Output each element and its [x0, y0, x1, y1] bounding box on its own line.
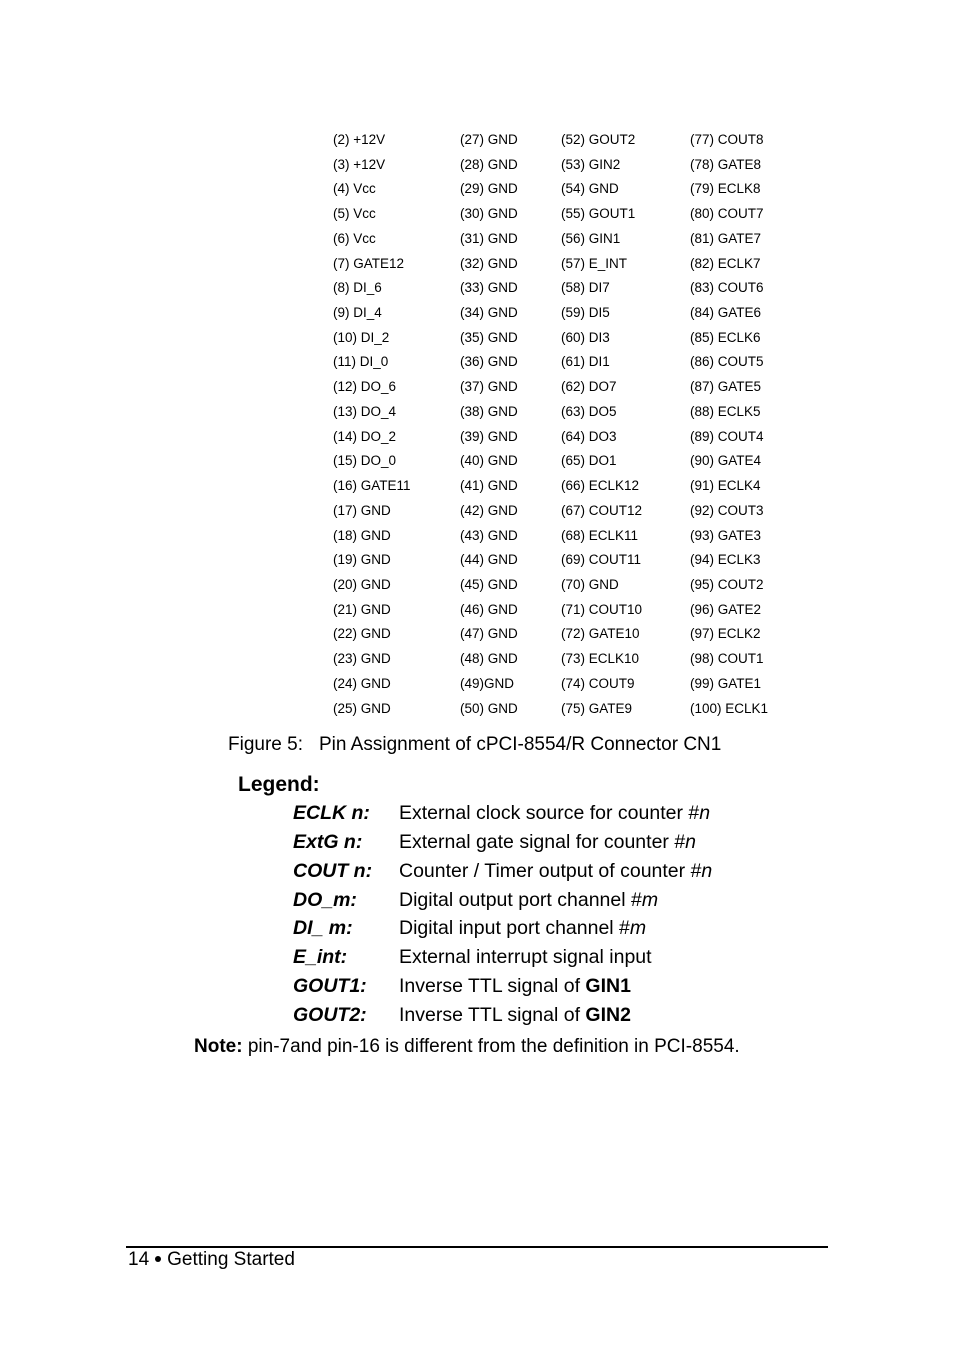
pin-cell: (48) GND [460, 651, 518, 667]
legend-term: GOUT1: [293, 975, 367, 998]
pin-cell: (17) GND [333, 502, 391, 518]
pin-cell: (49)GND [460, 675, 515, 691]
legend-definition [399, 943, 652, 971]
page-footer [128, 1247, 295, 1273]
pin-cell: (84) GATE6 [690, 305, 762, 321]
pin-cell: (99) GATE1 [690, 675, 762, 691]
pin-cell: (44) GND [460, 552, 518, 568]
legend-definition [399, 828, 696, 856]
legend-definition [399, 799, 710, 827]
pin-cell: (82) ECLK7 [690, 255, 761, 271]
legend-definition-text: Inverse TTL signal of [399, 1003, 586, 1026]
pin-cell: (3) +12V [333, 156, 386, 172]
pin-cell: (7) GATE12 [333, 255, 405, 271]
pin-cell: (86) COUT5 [690, 354, 764, 370]
pin-cell: (58) DI7 [561, 280, 610, 296]
pin-cell: (70) GND [561, 576, 619, 592]
legend-term: DO_m: [293, 888, 357, 911]
pin-cell: (31) GND [460, 230, 518, 246]
note-label: Note: [194, 1036, 243, 1057]
legend-term: COUT n: [293, 859, 373, 882]
pin-cell: (65) DO1 [561, 453, 617, 469]
pin-cell: (62) DO7 [561, 379, 617, 395]
legend-definition-text: External clock source for counter # [399, 802, 700, 824]
pin-cell: (13) DO_4 [333, 403, 397, 419]
pin-cell: (52) GOUT2 [561, 132, 636, 147]
legend-term: ExtG n: [293, 830, 363, 853]
pin-cell: (47) GND [460, 626, 518, 642]
pin-cell: (2) +12V [333, 132, 386, 147]
pin-cell: (67) COUT12 [561, 502, 643, 518]
page-number: 14 [128, 1249, 150, 1270]
pin-cell: (4) Vcc [333, 181, 376, 197]
legend-variable: n [701, 859, 713, 882]
pin-cell: (90) GATE4 [690, 453, 762, 469]
pin-cell: (68) ECLK11 [561, 527, 639, 543]
legend-definition-text: External gate signal for counter # [399, 830, 686, 853]
pin-cell: (66) ECLK12 [561, 478, 640, 494]
pin-cell: (94) ECLK3 [690, 552, 761, 568]
legend-definition [399, 1001, 631, 1029]
bullet-icon [155, 1256, 161, 1262]
pin-cell: (59) DI5 [561, 305, 610, 321]
pin-cell: (87) GATE5 [690, 379, 762, 395]
pin-cell: (6) Vcc [333, 230, 376, 246]
pin-cell: (97) ECLK2 [690, 626, 761, 642]
pin-cell: (71) COUT10 [561, 601, 643, 617]
pin-cell: (20) GND [333, 576, 391, 592]
pin-cell: (36) GND [460, 354, 518, 370]
pin-cell: (75) GATE9 [561, 700, 633, 716]
pin-cell: (24) GND [333, 675, 391, 691]
pin-cell: (32) GND [460, 255, 518, 271]
pin-cell: (100) ECLK1 [690, 700, 769, 716]
pin-cell: (57) E_INT [561, 255, 628, 271]
legend-definition [399, 857, 712, 885]
legend-signal-name: GIN2 [585, 1003, 631, 1026]
legend-term: ECLK n: [293, 802, 370, 824]
legend-definition [399, 972, 631, 1000]
footer-section-title: Getting Started [167, 1249, 295, 1270]
pin-cell: (79) ECLK8 [690, 181, 761, 197]
legend-term: E_int: [293, 946, 348, 969]
legend-signal-name: GIN1 [585, 975, 631, 998]
pin-cell: (77) COUT8 [690, 132, 764, 147]
pin-cell: (78) GATE8 [690, 156, 762, 172]
legend-definition-text: Digital output port channel # [399, 888, 642, 911]
figure-label: Figure 5: [228, 734, 303, 755]
legend-term: GOUT2: [293, 1003, 367, 1026]
pin-cell: (18) GND [333, 527, 391, 543]
pin-cell: (73) ECLK10 [561, 651, 640, 667]
pin-cell: (40) GND [460, 453, 518, 469]
pin-cell: (8) DI_6 [333, 280, 382, 296]
pin-cell: (46) GND [460, 601, 518, 617]
pin-cell: (45) GND [460, 576, 518, 592]
pin-cell: (28) GND [460, 156, 518, 172]
pin-cell: (16) GATE11 [333, 478, 411, 494]
legend-variable: m [641, 888, 659, 911]
pin-cell: (55) GOUT1 [561, 206, 636, 222]
legend-definition-text: External interrupt signal input [399, 946, 652, 969]
pin-cell: (39) GND [460, 428, 518, 444]
pin-cell: (63) DO5 [561, 403, 617, 419]
pin-cell: (27) GND [460, 132, 518, 147]
note [194, 1034, 740, 1060]
pin-cell: (9) DI_4 [333, 305, 382, 321]
pin-cell: (33) GND [460, 280, 518, 296]
pin-cell: (37) GND [460, 379, 518, 395]
figure-caption [228, 732, 721, 758]
pin-cell: (35) GND [460, 329, 518, 345]
pin-cell: (98) COUT1 [690, 651, 764, 667]
legend-definition-text: Counter / Timer output of counter # [399, 859, 702, 882]
pin-cell: (54) GND [561, 181, 619, 197]
pin-cell: (96) GATE2 [690, 601, 762, 617]
pin-cell: (34) GND [460, 305, 518, 321]
pin-cell: (10) DI_2 [333, 329, 390, 345]
note-text: pin-7and pin-16 is different from the definition in PCI-8554. [242, 1036, 740, 1057]
pin-cell: (89) COUT4 [690, 428, 764, 444]
legend-definition [399, 886, 658, 914]
pin-cell: (5) Vcc [333, 206, 376, 222]
pin-cell: (93) GATE3 [690, 527, 762, 543]
pin-cell: (92) COUT3 [690, 502, 764, 518]
pin-cell: (22) GND [333, 626, 391, 642]
pin-cell: (21) GND [333, 601, 391, 617]
pin-cell: (95) COUT2 [690, 576, 764, 592]
pin-cell: (80) COUT7 [690, 206, 764, 222]
pin-cell: (56) GIN1 [561, 230, 621, 246]
legend-definition-text: Inverse TTL signal of [399, 975, 586, 998]
pin-cell: (91) ECLK4 [690, 478, 761, 494]
pin-cell: (72) GATE10 [561, 626, 640, 642]
pin-cell: (25) GND [333, 700, 391, 716]
figure-caption-text: Pin Assignment of cPCI-8554/R Connector CN1 [318, 734, 722, 755]
pin-cell: (43) GND [460, 527, 518, 543]
legend-variable: n [685, 830, 697, 853]
pin-cell: (50) GND [460, 700, 518, 716]
legend-definition-text: Digital input port channel # [399, 917, 630, 940]
legend-definition [399, 914, 646, 942]
pin-cell: (81) GATE7 [690, 230, 762, 246]
pin-cell: (61) DI1 [561, 354, 610, 370]
legend-variable: m [629, 917, 647, 940]
pin-cell: (69) COUT11 [561, 552, 642, 568]
pin-cell: (64) DO3 [561, 428, 617, 444]
pin-cell: (83) COUT6 [690, 280, 764, 296]
pin-cell: (29) GND [460, 181, 518, 197]
pin-cell: (23) GND [333, 651, 391, 667]
legend-term: DI_ m: [293, 917, 353, 940]
pin-cell: (42) GND [460, 502, 518, 518]
pin-cell: (60) DI3 [561, 329, 610, 345]
pin-cell: (12) DO_6 [333, 379, 397, 395]
pin-cell: (38) GND [460, 403, 518, 419]
pin-cell: (53) GIN2 [561, 156, 621, 172]
legend-title: Legend: [238, 773, 320, 796]
legend-variable: n [699, 802, 711, 824]
pin-cell: (14) DO_2 [333, 428, 397, 444]
pin-cell: (41) GND [460, 478, 518, 494]
pin-cell: (19) GND [333, 552, 391, 568]
pin-cell: (88) ECLK5 [690, 403, 761, 419]
pin-cell: (74) COUT9 [561, 675, 635, 691]
pin-cell: (11) DI_0 [333, 354, 389, 370]
pin-cell: (30) GND [460, 206, 518, 222]
pin-cell: (85) ECLK6 [690, 329, 761, 345]
pin-cell: (15) DO_0 [333, 453, 397, 469]
